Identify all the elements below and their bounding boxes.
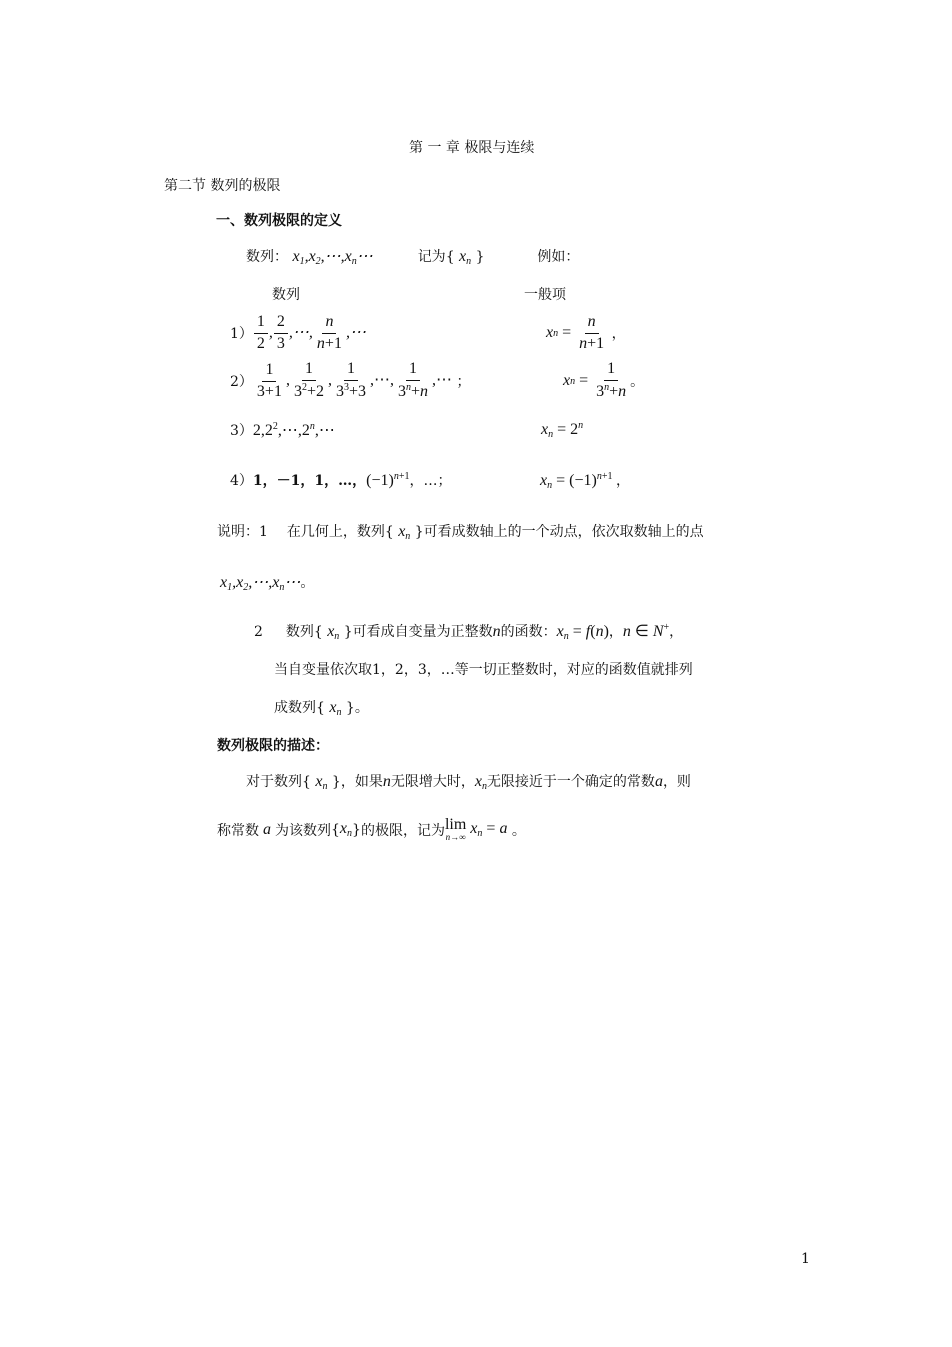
example-number: 3） [230,423,253,439]
example-3-sequence: $3)2,2^2,\cdots,2^n,\cdots$ [230,421,335,439]
note-2-text-b: 可看成自变量为正整数 [352,624,493,640]
note-2-num: 2 [254,624,263,640]
example-number: 4） [230,473,253,489]
example-number: 2） [230,374,253,390]
example-4-sequence: 4）1，－1，1，…，$(-1)^{n+1}$，…； [230,471,452,489]
column-header-sequence: 数列 [272,287,300,303]
desc-d: 无限接近于一个确定的常数 [486,774,655,790]
note-2-line-2: 当自变量依次取1，2，3，…等一切正整数时，对应的函数值就排列 [274,662,693,678]
subsection-definition: 一、数列极限的定义 [216,213,342,229]
note-2-line-3: 成数列{ $x_n$ }。 [274,699,369,718]
example-number: 1） [230,326,253,342]
desc-g: 为该数列 [275,822,331,839]
def-sequence: $x_1,x_2,\cdots,x_n\cdots$ [292,248,373,267]
note-2-text-c: 的函数： [500,624,557,640]
example-3-general-term: $x_n = 2^n$ [541,420,584,440]
note-2-line-3-text: 成数列 [274,700,316,716]
note-1-label: 说明：1 [217,524,268,540]
page-number: 1 [801,1251,810,1267]
desc-b: ，如果 [340,774,383,790]
note-2: 2 数列{ $x_n$ }可看成自变量为正整数n的函数：$x_n = f(n)$，n ∈ N+， [254,622,684,642]
desc-e: ，则 [662,774,691,790]
note-1: 说明：1 在几何上，数列{ $x_n$ }可看成数轴上的一个动点，依次取数轴上的点 [217,523,704,542]
example-1-general-term: x n = $\frac{n}{n+1}$ ， [546,312,626,352]
subsection-description: 数列极限的描述： [217,738,329,754]
chapter-title: 第 一 章 极限与连续 [409,140,535,156]
example-2-general-term: x n = $\frac{1}{3^n+n}$ 。 [563,360,645,400]
desc-h: 的极限，记为 [360,822,445,839]
example-4-terms: 1，－1，1，…， [252,473,367,489]
note-1-points: $x_1,x_2,\cdots,x_n\cdots$。 [220,574,315,593]
def-example-label: 例如： [537,249,580,265]
definition-line: 数列： $x_1,x_2,\cdots,x_n\cdots$ 记为{ $x_n$ } 例如： [246,248,580,267]
def-record-label: 记为 [417,249,446,265]
example-2-sequence: 2） $\frac{1}{3+1}$ , $\frac{1}{3^2+2}$ , $\frac{1}{3^3+3}$ ,⋯, $\frac{1}{3^n+n}$ ,⋯ ； [230,360,471,400]
column-header-general-term: 一般项 [524,287,566,303]
description-line-2: 称常数 a 为该数列 { $x_n$ } 的极限，记为 lim n→∞ $x_n = a$ 。 [217,816,526,842]
desc-c: 无限增大时， [390,774,475,790]
desc-f: 称常数 [217,822,259,839]
section-title: 第二节 数列的极限 [164,178,281,194]
limit-notation: lim n→∞ [444,816,467,842]
desc-a: 对于数列 [246,774,302,790]
note-1-text: 在几何上，数列 [286,524,385,540]
example-1-sequence: 1） $\frac{1}{2}$ , $\frac{2}{3}$ ,⋯, $\frac{n}{n+1}$ ,⋯ [230,312,366,352]
def-label: 数列： [246,249,288,265]
example-4-general-term: $x_n = (-1)^{n+1}$ ， [540,471,630,491]
note-1-text-2: 可看成数轴上的一个动点，依次取数轴上的点 [423,524,704,540]
note-2-text-a: 数列 [285,624,314,640]
description-line-1: 对于数列{ $x_n$ }，如果n无限增大时，$x_n$无限接近于一个确定的常数a，则 [246,773,691,792]
